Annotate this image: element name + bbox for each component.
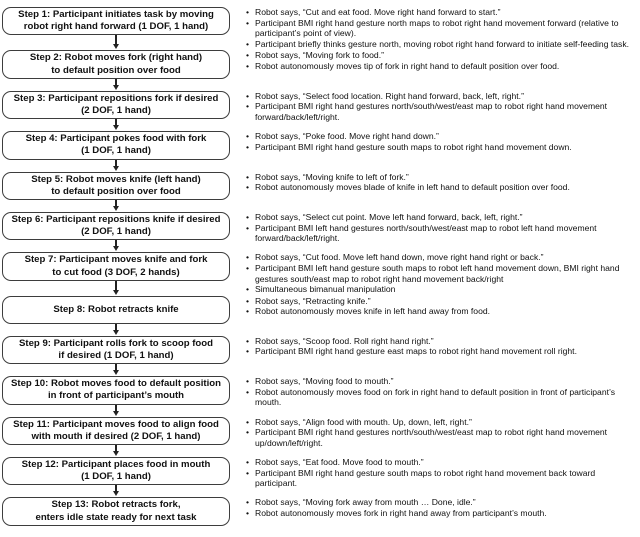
bullet-item: • Robot autonomously moves blade of knife in left hand to default position over food. (246, 182, 636, 193)
bullet-item: • Robot says, “Cut food. Move left hand down, move right hand right or back.” (246, 252, 636, 263)
down-arrow-icon (113, 364, 119, 375)
arrow-head (113, 125, 119, 130)
bullet-item: • Robot autonomously moves fork in right hand away from participant’s mouth. (246, 508, 636, 519)
step-box (2, 172, 230, 200)
arrow-head (113, 330, 119, 335)
bullet-item: • Participant BMI left hand gesture south maps to robot left hand movement down, BMI right hand gestures south/east map to robot right hand movement back/right (246, 263, 636, 284)
bullet-list (230, 336, 638, 375)
step-box-line: to default position over food (51, 185, 181, 197)
step-box-line: to default position over food (51, 64, 181, 76)
bullet-item: • Participant BMI right hand gestures north/south/west/east map to robot right hand movement up/down/left/right. (246, 427, 636, 448)
bullet-item: • Robot says, “Moving fork away from mouth … Done, idle.” (246, 497, 636, 508)
down-arrow-icon (113, 445, 119, 456)
bullet-item: • Robot says, “Poke food. Move right hand down.” (246, 131, 636, 142)
down-arrow-icon (113, 324, 119, 335)
bullet-list (230, 296, 638, 335)
bullet-item: • Participant briefly thinks gesture north, moving robot right hand forward to initiate self-feeding task. (246, 39, 636, 50)
step-box-line: Step 11: Participant moves food to align food (13, 418, 219, 430)
step-row (2, 497, 638, 535)
step-row (2, 336, 638, 375)
step-box-line: Step 7: Participant moves knife and fork (24, 254, 208, 266)
step-box (2, 91, 230, 119)
step-box-line: Step 6: Participant repositions knife if desired (11, 214, 221, 225)
step-box-line: Step 9: Participant rolls fork to scoop food (18, 337, 214, 349)
bullet-item: • Robot autonomously moves knife in left hand away from food. (246, 306, 636, 317)
step-box-line: (1 DOF, 1 hand) (81, 145, 151, 157)
step-box-line: Step 13: Robot retracts fork, (51, 499, 181, 511)
step-column-cell (2, 212, 230, 251)
down-arrow-icon (113, 79, 119, 90)
step-row (2, 7, 638, 49)
step-column-cell (2, 50, 230, 89)
step-box (2, 50, 230, 78)
arrow-head (113, 44, 119, 49)
step-box (2, 336, 230, 364)
step-row (2, 417, 638, 456)
step-column-cell (2, 417, 230, 456)
arrow-shaft (115, 281, 117, 290)
bullet-item: • Participant BMI right hand gesture south maps to robot right hand movement back toward participant. (246, 468, 636, 489)
step-row (2, 131, 638, 170)
down-arrow-icon (113, 485, 119, 496)
bullet-list (230, 131, 638, 170)
step-row (2, 91, 638, 130)
step-column-cell (2, 91, 230, 130)
arrow-head (113, 246, 119, 251)
bullet-item: • Robot says, “Moving fork to food.” (246, 50, 636, 61)
bullet-list (230, 212, 638, 251)
bullet-list (230, 91, 638, 130)
step-row (2, 457, 638, 496)
arrow-head (113, 206, 119, 211)
down-arrow-icon (113, 200, 119, 211)
bullet-item: • Participant BMI right hand gesture north maps to robot right hand movement forward (relative to participant’s point of view). (246, 18, 636, 39)
bullet-list (230, 497, 638, 535)
step-row (2, 376, 638, 415)
bullet-item: • Robot says, “Select cut point. Move left hand forward, back, left, right.” (246, 212, 636, 223)
step-box-line: (2 DOF, 1 hand) (81, 104, 151, 116)
step-box-line: to cut food (3 DOF, 2 hands) (52, 266, 180, 278)
bullet-item: • Robot says, “Retracting knife.” (246, 296, 636, 307)
step-column-cell (2, 336, 230, 375)
step-column-cell (2, 497, 230, 535)
bullet-list (230, 376, 638, 415)
step-box (2, 131, 230, 159)
step-box-line: with mouth if desired (2 DOF, 1 hand) (31, 430, 201, 442)
step-box (2, 376, 230, 404)
arrow-head (113, 451, 119, 456)
arrow-shaft (115, 35, 117, 44)
step-row (2, 172, 638, 211)
step-box (2, 252, 230, 280)
feeding-task-flowchart (2, 7, 638, 537)
bullet-list (230, 50, 638, 89)
bullet-item: • Participant BMI left hand gestures north/south/west/east map to robot left hand movement forward/back/left/right. (246, 223, 636, 244)
bullet-item: • Robot says, “Moving food to mouth.” (246, 376, 636, 387)
arrow-head (113, 166, 119, 171)
bullet-item: • Robot says, “Align food with mouth. Up, down, left, right.” (246, 417, 636, 428)
step-box (2, 7, 230, 35)
bullet-list (230, 417, 638, 456)
step-column-cell (2, 457, 230, 496)
down-arrow-icon (113, 119, 119, 130)
step-box-line: in front of participant’s mouth (47, 390, 185, 402)
arrow-head (113, 290, 119, 295)
step-box-line: Step 12: Participant places food in mouth (21, 459, 211, 470)
step-column-cell (2, 296, 230, 335)
down-arrow-icon (113, 240, 119, 251)
bullet-item: • Robot says, “Cut and eat food. Move right hand forward to start.” (246, 7, 636, 18)
step-row (2, 252, 638, 294)
step-box-line: if desired (1 DOF, 1 hand) (58, 349, 174, 361)
step-box-line: Step 1: Participant initiates task by moving (18, 9, 214, 20)
arrow-head (113, 85, 119, 90)
bullet-item: • Robot autonomously moves food on fork in right hand to default position in front of participant’s mouth. (246, 387, 636, 408)
bullet-item: • Participant BMI right hand gestures north/south/west/east map to robot right hand movement forward/back/left/right. (246, 101, 636, 122)
step-row (2, 212, 638, 251)
step-column-cell (2, 172, 230, 211)
step-row (2, 296, 638, 335)
step-box-line: (2 DOF, 1 hand) (81, 226, 151, 238)
step-box (2, 497, 230, 525)
step-box-line: Step 5: Robot moves knife (left hand) (31, 173, 201, 185)
bullet-item: • Robot says, “Select food location. Right hand forward, back, left, right.” (246, 91, 636, 102)
bullet-item: • Participant BMI right hand gesture east maps to robot right hand movement roll right. (246, 346, 636, 357)
step-box-line: Step 2: Robot moves fork (right hand) (29, 52, 203, 64)
step-column-cell (2, 376, 230, 415)
bullet-item: • Robot says, “Eat food. Move food to mouth.” (246, 457, 636, 468)
arrow-head (113, 411, 119, 416)
step-box-line: Step 8: Robot retracts knife (53, 303, 179, 315)
bullet-item: • Robot autonomously moves tip of fork in right hand to default position over food. (246, 61, 636, 72)
step-box-line: Step 4: Participant pokes food with fork (25, 133, 207, 145)
step-row (2, 50, 638, 89)
down-arrow-icon (113, 405, 119, 416)
bullet-list (230, 7, 638, 49)
step-box (2, 417, 230, 445)
step-box-line: robot right hand forward (1 DOF, 1 hand) (23, 21, 209, 33)
arrow-head (113, 491, 119, 496)
step-box (2, 296, 230, 324)
step-column-cell (2, 7, 230, 49)
bullet-item: • Participant BMI right hand gesture south maps to robot right hand movement down. (246, 142, 636, 153)
bullet-list (230, 172, 638, 211)
bullet-list (230, 457, 638, 496)
step-box-line: Step 3: Participant repositions fork if desired (13, 92, 219, 104)
bullet-item: • Robot says, “Moving knife to left of fork.” (246, 172, 636, 183)
step-box (2, 212, 230, 240)
step-box (2, 457, 230, 485)
step-box-line: Step 10: Robot moves food to default position (11, 378, 221, 390)
step-box-line: enters idle state ready for next task (35, 511, 197, 523)
step-box-line: (1 DOF, 1 hand) (81, 471, 151, 483)
arrow-head (113, 370, 119, 375)
step-column-cell (2, 131, 230, 170)
step-column-cell (2, 252, 230, 294)
bullet-item: • Simultaneous bimanual manipulation (246, 284, 636, 295)
down-arrow-icon (113, 160, 119, 171)
down-arrow-icon (113, 281, 119, 295)
bullet-item: • Robot says, “Scoop food. Roll right hand right.” (246, 336, 636, 347)
bullet-list (230, 252, 638, 294)
down-arrow-icon (113, 35, 119, 49)
